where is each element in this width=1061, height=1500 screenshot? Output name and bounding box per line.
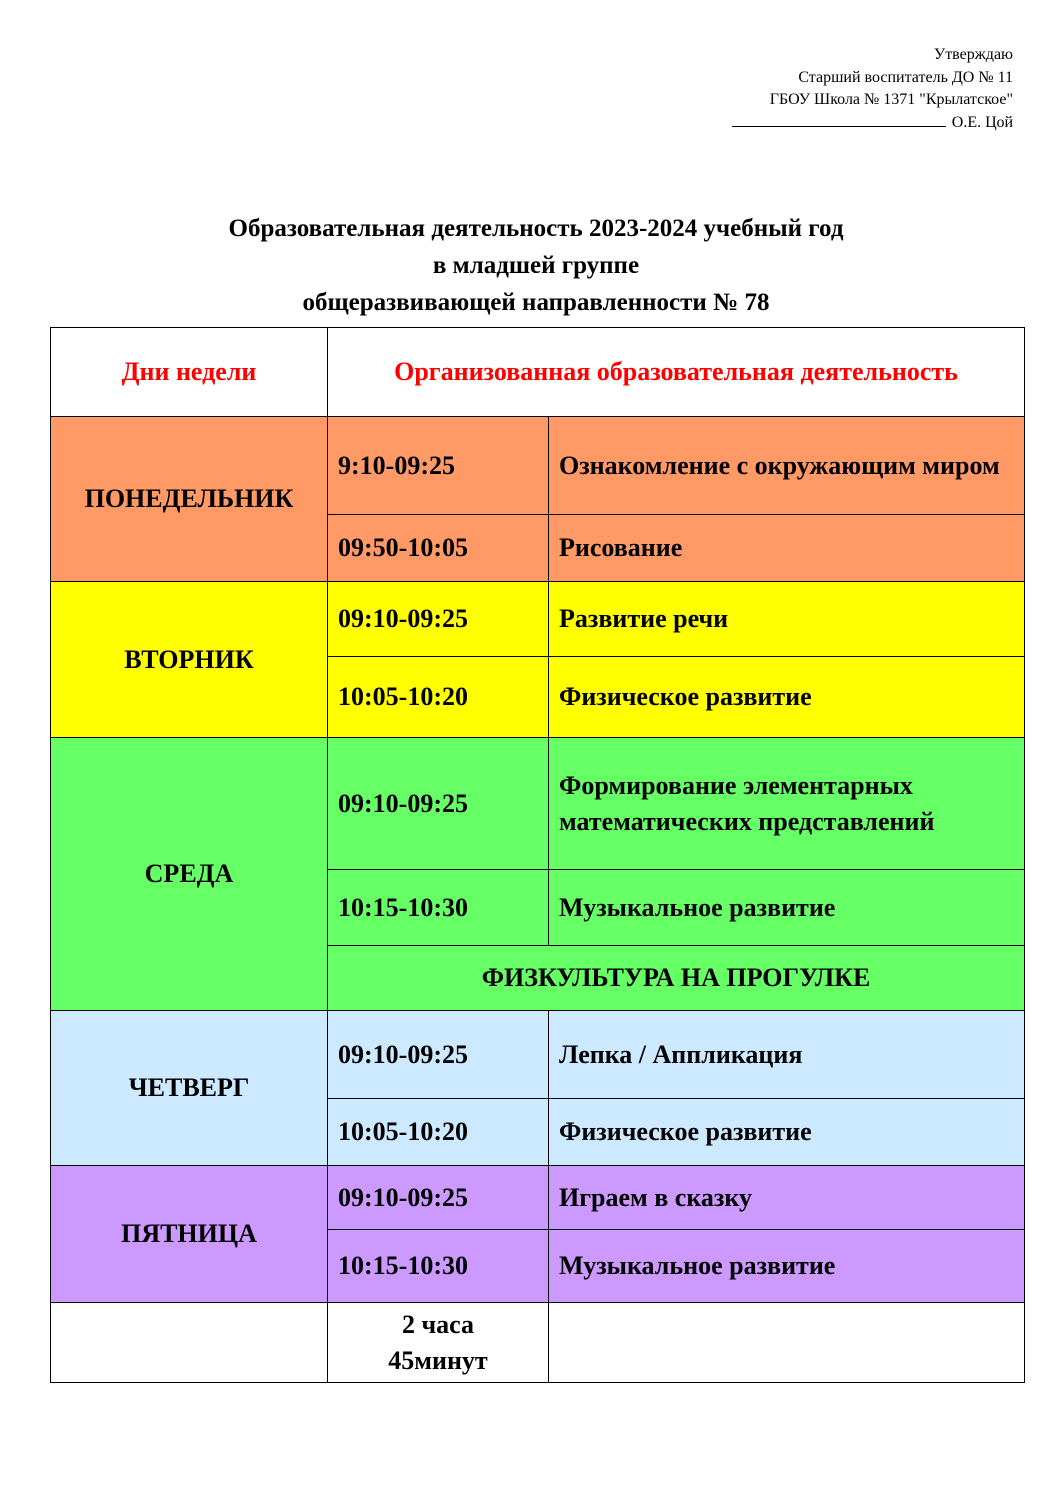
activity-cell: Играем в сказку [549,1166,1025,1230]
title-line-3: общеразвивающей направленности № 78 [302,289,770,316]
table-row [51,1166,1025,1230]
time-cell: 09:50-10:05 [328,515,549,582]
time-cell: 09:10-09:25 [328,1011,549,1099]
activity-cell: Лепка / Аппликация [549,1011,1025,1099]
table-row [51,738,1025,870]
title-line-2: в младшей группе [432,252,640,279]
table-row [51,582,1025,657]
title-line-1: Образовательная деятельность 2023-2024 учебный год [228,215,844,242]
signature-line [732,112,946,127]
activity-cell: Физическое развитие [549,657,1025,738]
approval-signer: О.Е. Цой [951,113,1013,131]
activity-cell: Музыкальное развитие [549,1230,1025,1303]
activity-cell: Физическое развитие [549,1099,1025,1166]
table-row [51,1303,1025,1383]
day-thursday: ЧЕТВЕРГ [51,1011,328,1166]
footer-empty-cell [549,1303,1025,1383]
table-header-row [51,328,1025,417]
time-cell: 09:10-09:25 [328,1166,549,1230]
approval-line-2: Старший воспитатель ДО № 11 [798,68,1013,86]
approval-line-3: ГБОУ Школа № 1371 "Крылатское" [769,91,1013,108]
wednesday-note: ФИЗКУЛЬТУРА НА ПРОГУЛКЕ [328,946,1025,1011]
table-row [51,417,1025,515]
total-duration: 2 часа 45минут [328,1303,549,1383]
approval-signature [732,112,1013,135]
day-wednesday: СРЕДА [51,738,328,1011]
day-friday: ПЯТНИЦА [51,1166,328,1303]
header-days: Дни недели [51,328,328,417]
document-title [0,210,1061,321]
table-row [51,1011,1025,1099]
day-monday: ПОНЕДЕЛЬНИК [51,417,328,582]
time-cell: 9:10-09:25 [328,417,549,515]
time-cell: 10:05-10:20 [328,657,549,738]
activity-cell: Развитие речи [549,582,1025,657]
activity-cell: Формирование элементарных математических представлений [549,738,1025,870]
activity-cell: Ознакомление с окружающим миром [549,417,1025,515]
activity-cell: Музыкальное развитие [549,870,1025,946]
time-cell: 09:10-09:25 [328,582,549,657]
time-cell: 10:05-10:20 [328,1099,549,1166]
approval-block [732,44,1013,134]
schedule-table [50,327,1025,1383]
time-cell: 09:10-09:25 [328,738,549,870]
header-activity: Организованная образовательная деятельность [328,328,1025,417]
time-cell: 10:15-10:30 [328,1230,549,1303]
day-tuesday: ВТОРНИК [51,582,328,738]
activity-cell: Рисование [549,515,1025,582]
time-cell: 10:15-10:30 [328,870,549,946]
footer-empty-cell [51,1303,328,1383]
approval-line-1: Утверждаю [933,46,1013,63]
